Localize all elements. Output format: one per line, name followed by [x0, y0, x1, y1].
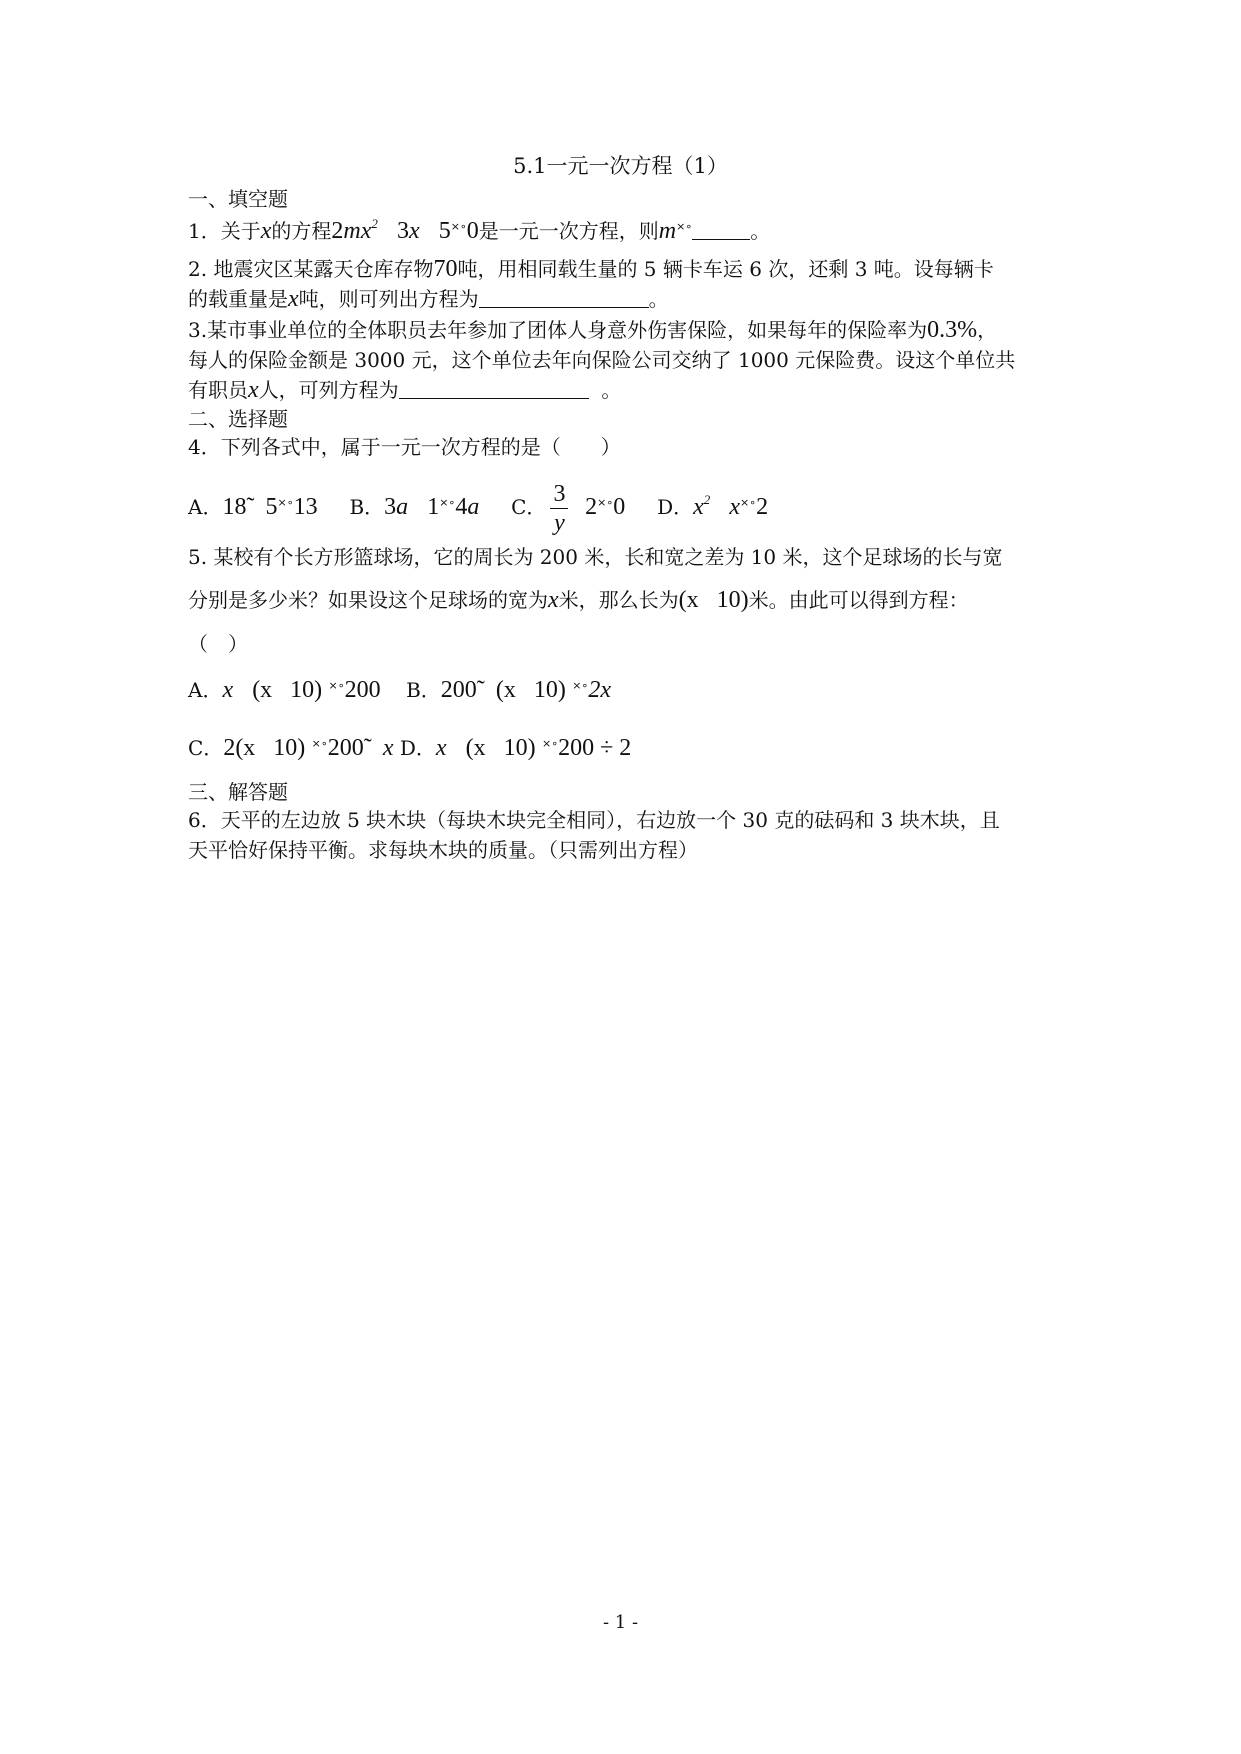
page-title: 5.1一元一次方程（1） [513, 154, 728, 178]
question-5-line-2: 分别是多少米？如果设这个足球场的宽为x米，那么长为(x 10)米。由此可以得到方程： [188, 587, 969, 613]
question-5-paren: （ ） [188, 632, 248, 656]
question-4-stem: 4．下列各式中，属于一元一次方程的是（ ） [188, 435, 621, 459]
question-5-options-cd [188, 730, 631, 762]
section-heading-choice: 二、选择题 [188, 407, 288, 431]
option-c[interactable]: C． $\frac{3}{y}$ 2×∘0 [511, 481, 626, 536]
option-d[interactable]: D．x (x 10) ×∘200 ÷ 2 [399, 735, 632, 761]
question-6-line-2: 天平恰好保持平衡。求每块木块的质量。（只需列出方程） [188, 838, 698, 862]
option-a[interactable]: A．18̃ 5×∘13 [188, 494, 318, 520]
question-4-options [188, 480, 768, 537]
option-c[interactable]: C．2(x 10) ×∘200̃ x [188, 735, 394, 761]
section-heading-answer: 三、解答题 [188, 780, 288, 804]
question-3-line-3: 有职员x人，可列方程为 。 [188, 377, 622, 403]
question-6-line-1: 6．天平的左边放 5 块木块（每块木块完全相同），右边放一个 30 克的砝码和 3 块木块，且 [188, 808, 1000, 832]
question-2-line-2: 的载重量是x吨，则可列出方程为 。 [188, 286, 669, 312]
question-3-line-2: 每人的保险金额是 3000 元，这个单位去年向保险公司交纳了 1000 元保险费。设这个单位共 [188, 348, 1016, 372]
page-number: - 1 - [602, 1612, 639, 1633]
question-2-line-1: 2. 地震灾区某露天仓库存物70吨，用相同载生量的 5 辆卡车运 6 次，还剩 3 吨。设每辆卡 [188, 256, 994, 282]
question-3-line-1: 3.某市事业单位的全体职员去年参加了团体人身意外伤害保险，如果每年的保险率为0.3%， [188, 317, 998, 343]
question-1: 1．关于x的方程$2mx^2$ 3x 5×∘0是一元一次方程，则m×∘ 。 [188, 216, 771, 244]
question-5-line-1: 5. 某校有个长方形篮球场，它的周长为 200 米，长和宽之差为 10 米，这个足球场的长与宽 [188, 545, 1003, 569]
section-heading-fill-in: 一、填空题 [188, 187, 288, 211]
option-b[interactable]: B．3a 1×∘4a [349, 494, 480, 520]
option-a[interactable]: A．x (x 10) ×∘200 [188, 677, 381, 703]
option-d[interactable]: D．$x^2$ x×∘2 [657, 492, 769, 520]
fraction: $\frac{3}{y}$ [550, 480, 568, 537]
option-b[interactable]: B．200̃ (x 10) ×∘2x [406, 677, 611, 703]
question-5-options-ab [188, 672, 611, 704]
answer-blank-1[interactable] [692, 219, 750, 240]
answer-blank-2[interactable] [479, 287, 649, 308]
answer-blank-3[interactable] [399, 378, 589, 399]
